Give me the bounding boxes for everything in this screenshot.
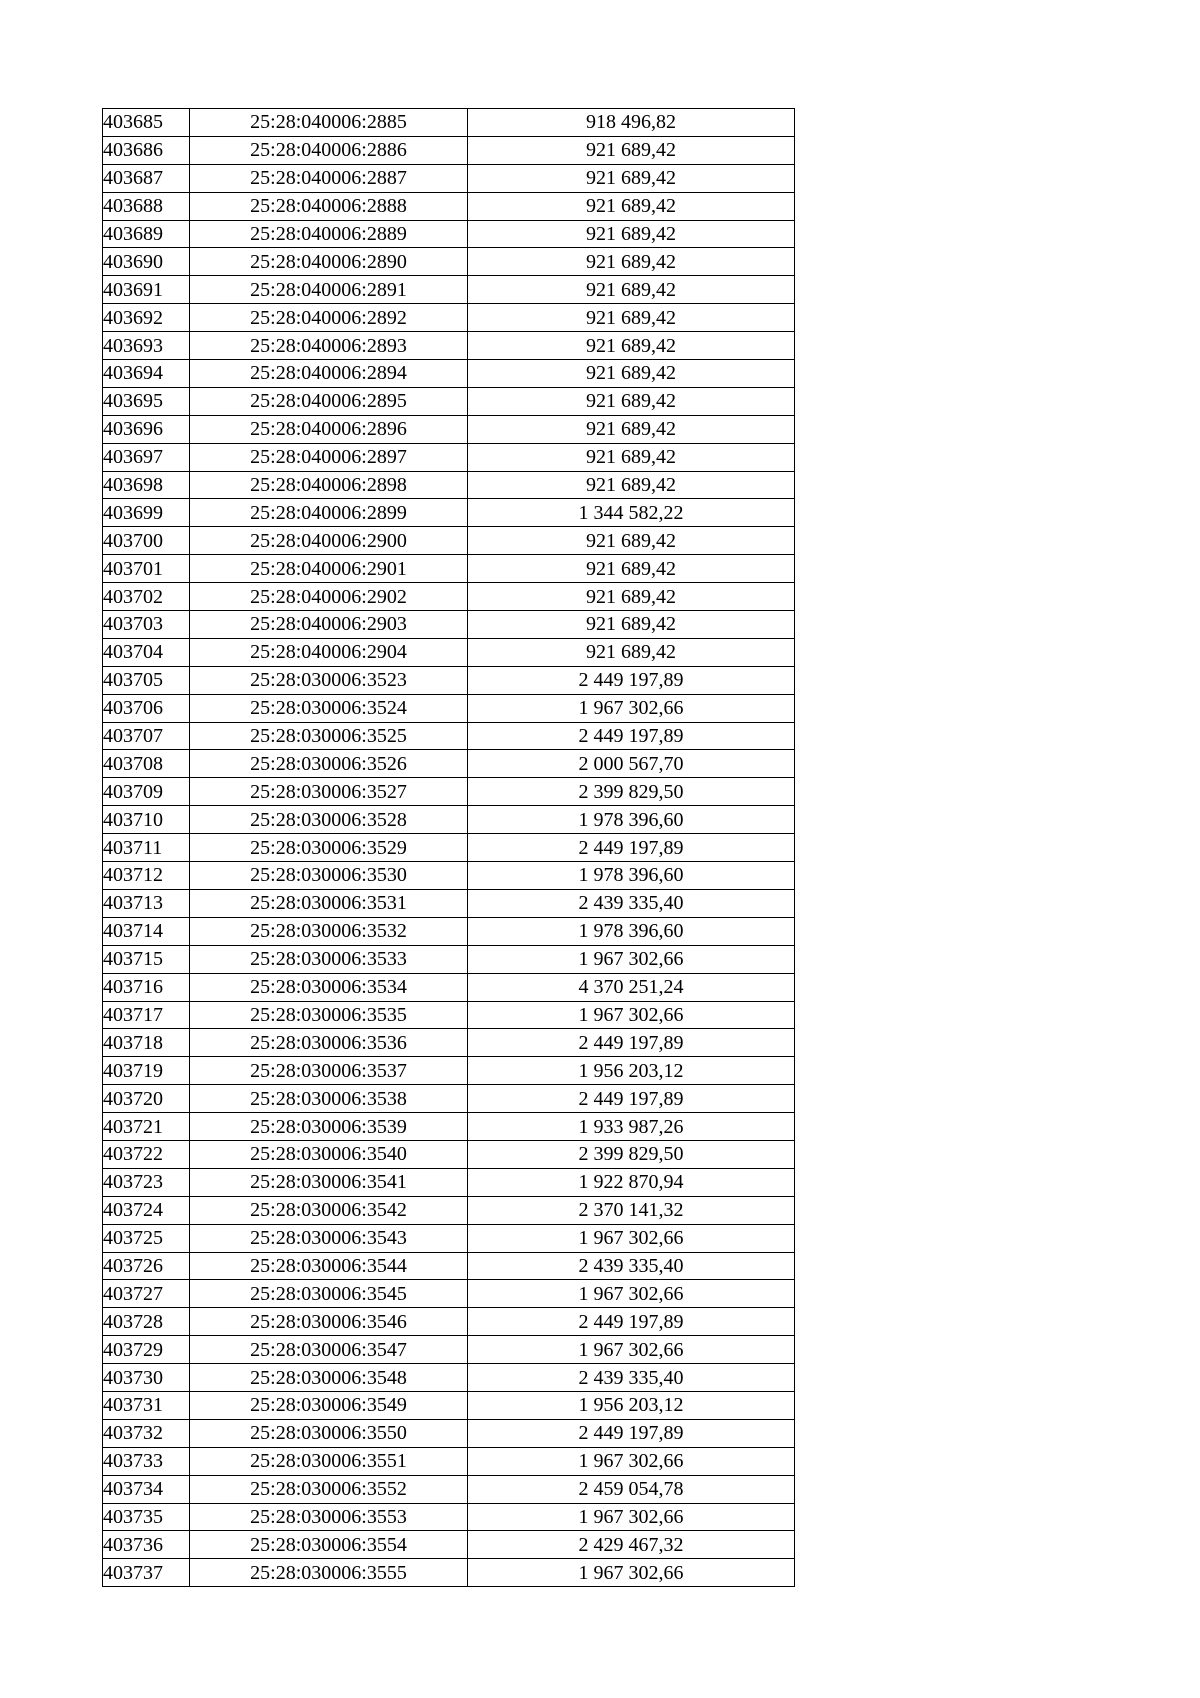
- row-number-cell: 403721: [103, 1113, 190, 1141]
- row-number-cell: 403717: [103, 1001, 190, 1029]
- row-number-cell: 403687: [103, 164, 190, 192]
- cadastral-number-cell: 25:28:030006:3526: [190, 750, 468, 778]
- cadastral-number-cell: 25:28:030006:3551: [190, 1447, 468, 1475]
- cadastral-value-cell: 921 689,42: [468, 611, 795, 639]
- cadastral-value-cell: 2 439 335,40: [468, 889, 795, 917]
- table-row: [103, 694, 795, 722]
- cadastral-value-cell: 1 967 302,66: [468, 1280, 795, 1308]
- row-number-cell: 403716: [103, 973, 190, 1001]
- table-row: [103, 1001, 795, 1029]
- table-row: [103, 1475, 795, 1503]
- table-row: [103, 1057, 795, 1085]
- cadastral-number-cell: 25:28:030006:3546: [190, 1308, 468, 1336]
- cadastral-value-cell: 2 439 335,40: [468, 1252, 795, 1280]
- row-number-cell: 403723: [103, 1168, 190, 1196]
- cadastral-number-cell: 25:28:030006:3555: [190, 1559, 468, 1587]
- table-row: [103, 973, 795, 1001]
- cadastral-value-cell: 921 689,42: [468, 415, 795, 443]
- cadastral-value-cell: 1 967 302,66: [468, 1001, 795, 1029]
- cadastral-value-cell: 1 344 582,22: [468, 499, 795, 527]
- table-row: [103, 387, 795, 415]
- cadastral-number-cell: 25:28:030006:3542: [190, 1196, 468, 1224]
- table-row: [103, 304, 795, 332]
- cadastral-number-cell: 25:28:040006:2895: [190, 387, 468, 415]
- table-row: [103, 638, 795, 666]
- table-row: [103, 1336, 795, 1364]
- table-row: [103, 360, 795, 388]
- cadastral-number-cell: 25:28:040006:2888: [190, 192, 468, 220]
- row-number-cell: 403705: [103, 666, 190, 694]
- cadastral-value-cell: 921 689,42: [468, 276, 795, 304]
- cadastral-number-cell: 25:28:040006:2904: [190, 638, 468, 666]
- row-number-cell: 403689: [103, 220, 190, 248]
- cadastral-value-cell: 1 922 870,94: [468, 1168, 795, 1196]
- row-number-cell: 403697: [103, 443, 190, 471]
- cadastral-value-cell: 2 449 197,89: [468, 1419, 795, 1447]
- row-number-cell: 403700: [103, 527, 190, 555]
- row-number-cell: 403702: [103, 583, 190, 611]
- cadastral-number-cell: 25:28:030006:3536: [190, 1029, 468, 1057]
- cadastral-number-cell: 25:28:040006:2902: [190, 583, 468, 611]
- cadastral-number-cell: 25:28:030006:3547: [190, 1336, 468, 1364]
- row-number-cell: 403731: [103, 1391, 190, 1419]
- table-row: [103, 750, 795, 778]
- cadastral-number-cell: 25:28:040006:2900: [190, 527, 468, 555]
- cadastral-value-cell: 921 689,42: [468, 164, 795, 192]
- cadastral-number-cell: 25:28:040006:2903: [190, 611, 468, 639]
- cadastral-value-cell: 2 449 197,89: [468, 1085, 795, 1113]
- cadastral-number-cell: 25:28:040006:2896: [190, 415, 468, 443]
- cadastral-value-cell: 921 689,42: [468, 527, 795, 555]
- cadastral-value-cell: 1 967 302,66: [468, 1447, 795, 1475]
- row-number-cell: 403733: [103, 1447, 190, 1475]
- row-number-cell: 403735: [103, 1503, 190, 1531]
- cadastral-number-cell: 25:28:040006:2893: [190, 332, 468, 360]
- cadastral-number-cell: 25:28:040006:2887: [190, 164, 468, 192]
- table-row: [103, 332, 795, 360]
- table-row: [103, 917, 795, 945]
- table-body: [103, 109, 795, 1587]
- row-number-cell: 403701: [103, 555, 190, 583]
- cadastral-value-cell: 918 496,82: [468, 109, 795, 137]
- row-number-cell: 403696: [103, 415, 190, 443]
- table-row: [103, 443, 795, 471]
- table-row: [103, 611, 795, 639]
- row-number-cell: 403693: [103, 332, 190, 360]
- cadastral-value-cell: 921 689,42: [468, 248, 795, 276]
- row-number-cell: 403730: [103, 1364, 190, 1392]
- table-row: [103, 1168, 795, 1196]
- table-row: [103, 555, 795, 583]
- table-row: [103, 415, 795, 443]
- row-number-cell: 403692: [103, 304, 190, 332]
- row-number-cell: 403732: [103, 1419, 190, 1447]
- cadastral-value-cell: 2 449 197,89: [468, 666, 795, 694]
- cadastral-value-cell: 921 689,42: [468, 471, 795, 499]
- row-number-cell: 403698: [103, 471, 190, 499]
- table-row: [103, 527, 795, 555]
- cadastral-number-cell: 25:28:030006:3525: [190, 722, 468, 750]
- table-row: [103, 1364, 795, 1392]
- cadastral-value-cell: 921 689,42: [468, 583, 795, 611]
- table-row: [103, 1196, 795, 1224]
- table-row: [103, 1531, 795, 1559]
- row-number-cell: 403711: [103, 834, 190, 862]
- cadastral-number-cell: 25:28:040006:2894: [190, 360, 468, 388]
- row-number-cell: 403712: [103, 862, 190, 890]
- table-row: [103, 1140, 795, 1168]
- cadastral-value-cell: 2 399 829,50: [468, 778, 795, 806]
- row-number-cell: 403727: [103, 1280, 190, 1308]
- table-row: [103, 889, 795, 917]
- table-row: [103, 136, 795, 164]
- table-row: [103, 276, 795, 304]
- table-row: [103, 722, 795, 750]
- cadastral-number-cell: 25:28:030006:3548: [190, 1364, 468, 1392]
- cadastral-number-cell: 25:28:030006:3543: [190, 1224, 468, 1252]
- row-number-cell: 403710: [103, 806, 190, 834]
- table-row: [103, 666, 795, 694]
- cadastral-number-cell: 25:28:040006:2901: [190, 555, 468, 583]
- table-row: [103, 499, 795, 527]
- row-number-cell: 403736: [103, 1531, 190, 1559]
- cadastral-number-cell: 25:28:030006:3524: [190, 694, 468, 722]
- cadastral-value-table: [102, 108, 795, 1587]
- table-row: [103, 192, 795, 220]
- cadastral-number-cell: 25:28:040006:2898: [190, 471, 468, 499]
- row-number-cell: 403704: [103, 638, 190, 666]
- cadastral-number-cell: 25:28:030006:3545: [190, 1280, 468, 1308]
- cadastral-value-cell: 1 978 396,60: [468, 917, 795, 945]
- cadastral-number-cell: 25:28:030006:3532: [190, 917, 468, 945]
- cadastral-number-cell: 25:28:040006:2897: [190, 443, 468, 471]
- row-number-cell: 403720: [103, 1085, 190, 1113]
- cadastral-number-cell: 25:28:040006:2899: [190, 499, 468, 527]
- cadastral-number-cell: 25:28:040006:2889: [190, 220, 468, 248]
- cadastral-number-cell: 25:28:030006:3530: [190, 862, 468, 890]
- table-row: [103, 109, 795, 137]
- cadastral-value-cell: 2 399 829,50: [468, 1140, 795, 1168]
- cadastral-value-cell: 1 978 396,60: [468, 862, 795, 890]
- cadastral-number-cell: 25:28:030006:3529: [190, 834, 468, 862]
- row-number-cell: 403690: [103, 248, 190, 276]
- cadastral-value-cell: 1 967 302,66: [468, 1336, 795, 1364]
- cadastral-number-cell: 25:28:030006:3535: [190, 1001, 468, 1029]
- row-number-cell: 403714: [103, 917, 190, 945]
- row-number-cell: 403686: [103, 136, 190, 164]
- cadastral-value-cell: 2 429 467,32: [468, 1531, 795, 1559]
- cadastral-number-cell: 25:28:030006:3528: [190, 806, 468, 834]
- row-number-cell: 403694: [103, 360, 190, 388]
- table-row: [103, 862, 795, 890]
- cadastral-value-cell: 2 370 141,32: [468, 1196, 795, 1224]
- row-number-cell: 403707: [103, 722, 190, 750]
- cadastral-value-cell: 921 689,42: [468, 638, 795, 666]
- cadastral-value-cell: 921 689,42: [468, 555, 795, 583]
- cadastral-number-cell: 25:28:030006:3533: [190, 945, 468, 973]
- table-row: [103, 945, 795, 973]
- table-row: [103, 1447, 795, 1475]
- row-number-cell: 403719: [103, 1057, 190, 1085]
- row-number-cell: 403685: [103, 109, 190, 137]
- cadastral-number-cell: 25:28:030006:3531: [190, 889, 468, 917]
- cadastral-value-cell: 921 689,42: [468, 220, 795, 248]
- row-number-cell: 403729: [103, 1336, 190, 1364]
- cadastral-value-cell: 2 439 335,40: [468, 1364, 795, 1392]
- cadastral-number-cell: 25:28:030006:3544: [190, 1252, 468, 1280]
- cadastral-value-cell: 921 689,42: [468, 387, 795, 415]
- row-number-cell: 403715: [103, 945, 190, 973]
- cadastral-value-cell: 921 689,42: [468, 332, 795, 360]
- table-row: [103, 1280, 795, 1308]
- cadastral-number-cell: 25:28:040006:2885: [190, 109, 468, 137]
- cadastral-number-cell: 25:28:030006:3553: [190, 1503, 468, 1531]
- row-number-cell: 403728: [103, 1308, 190, 1336]
- cadastral-value-cell: 1 967 302,66: [468, 694, 795, 722]
- cadastral-number-cell: 25:28:040006:2891: [190, 276, 468, 304]
- cadastral-value-cell: 4 370 251,24: [468, 973, 795, 1001]
- cadastral-number-cell: 25:28:040006:2886: [190, 136, 468, 164]
- row-number-cell: 403691: [103, 276, 190, 304]
- table-row: [103, 778, 795, 806]
- cadastral-number-cell: 25:28:030006:3527: [190, 778, 468, 806]
- cadastral-value-cell: 921 689,42: [468, 443, 795, 471]
- table-row: [103, 248, 795, 276]
- cadastral-value-cell: 921 689,42: [468, 360, 795, 388]
- row-number-cell: 403708: [103, 750, 190, 778]
- cadastral-value-cell: 2 459 054,78: [468, 1475, 795, 1503]
- row-number-cell: 403724: [103, 1196, 190, 1224]
- cadastral-value-cell: 1 933 987,26: [468, 1113, 795, 1141]
- table-row: [103, 164, 795, 192]
- cadastral-value-cell: 2 000 567,70: [468, 750, 795, 778]
- table-row: [103, 1224, 795, 1252]
- row-number-cell: 403706: [103, 694, 190, 722]
- row-number-cell: 403688: [103, 192, 190, 220]
- table-row: [103, 806, 795, 834]
- cadastral-number-cell: 25:28:030006:3537: [190, 1057, 468, 1085]
- cadastral-value-cell: 1 967 302,66: [468, 1559, 795, 1587]
- cadastral-number-cell: 25:28:030006:3554: [190, 1531, 468, 1559]
- row-number-cell: 403699: [103, 499, 190, 527]
- cadastral-number-cell: 25:28:040006:2890: [190, 248, 468, 276]
- cadastral-value-cell: 1 967 302,66: [468, 1224, 795, 1252]
- cadastral-number-cell: 25:28:030006:3539: [190, 1113, 468, 1141]
- table-row: [103, 1029, 795, 1057]
- table-row: [103, 1503, 795, 1531]
- cadastral-number-cell: 25:28:030006:3540: [190, 1140, 468, 1168]
- table-row: [103, 1252, 795, 1280]
- row-number-cell: 403725: [103, 1224, 190, 1252]
- row-number-cell: 403718: [103, 1029, 190, 1057]
- cadastral-number-cell: 25:28:030006:3541: [190, 1168, 468, 1196]
- cadastral-number-cell: 25:28:030006:3538: [190, 1085, 468, 1113]
- cadastral-number-cell: 25:28:030006:3550: [190, 1419, 468, 1447]
- table-row: [103, 1559, 795, 1587]
- cadastral-number-cell: 25:28:030006:3523: [190, 666, 468, 694]
- cadastral-number-cell: 25:28:040006:2892: [190, 304, 468, 332]
- cadastral-number-cell: 25:28:030006:3549: [190, 1391, 468, 1419]
- cadastral-value-cell: 1 967 302,66: [468, 1503, 795, 1531]
- table-row: [103, 1085, 795, 1113]
- table-row: [103, 1113, 795, 1141]
- table-row: [103, 1308, 795, 1336]
- table-row: [103, 834, 795, 862]
- cadastral-value-cell: 2 449 197,89: [468, 834, 795, 862]
- row-number-cell: 403713: [103, 889, 190, 917]
- cadastral-value-cell: 921 689,42: [468, 192, 795, 220]
- cadastral-value-cell: 921 689,42: [468, 136, 795, 164]
- cadastral-value-cell: 2 449 197,89: [468, 1308, 795, 1336]
- cadastral-value-cell: 1 956 203,12: [468, 1057, 795, 1085]
- row-number-cell: 403709: [103, 778, 190, 806]
- row-number-cell: 403695: [103, 387, 190, 415]
- row-number-cell: 403726: [103, 1252, 190, 1280]
- cadastral-value-cell: 921 689,42: [468, 304, 795, 332]
- cadastral-value-cell: 2 449 197,89: [468, 1029, 795, 1057]
- cadastral-value-cell: 1 978 396,60: [468, 806, 795, 834]
- cadastral-number-cell: 25:28:030006:3534: [190, 973, 468, 1001]
- table-row: [103, 471, 795, 499]
- table-row: [103, 1419, 795, 1447]
- table-row: [103, 583, 795, 611]
- cadastral-value-cell: 1 967 302,66: [468, 945, 795, 973]
- row-number-cell: 403722: [103, 1140, 190, 1168]
- table-row: [103, 220, 795, 248]
- row-number-cell: 403734: [103, 1475, 190, 1503]
- table-row: [103, 1391, 795, 1419]
- cadastral-value-cell: 2 449 197,89: [468, 722, 795, 750]
- cadastral-value-cell: 1 956 203,12: [468, 1391, 795, 1419]
- row-number-cell: 403703: [103, 611, 190, 639]
- cadastral-number-cell: 25:28:030006:3552: [190, 1475, 468, 1503]
- row-number-cell: 403737: [103, 1559, 190, 1587]
